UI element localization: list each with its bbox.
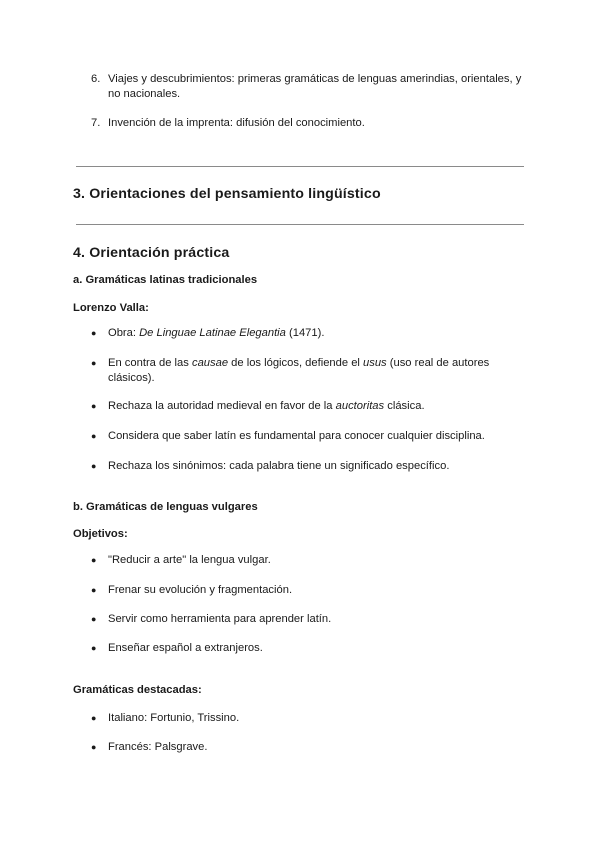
bullet-icon: ● xyxy=(91,742,97,752)
bullet-icon: ● xyxy=(91,555,97,565)
bullet-icon: ● xyxy=(91,431,97,441)
bullet-icon: ● xyxy=(91,401,97,411)
bullet-icon: ● xyxy=(91,328,97,338)
bullet-icon: ● xyxy=(91,461,97,471)
section-heading: 3. Orientaciones del pensamiento lingüístico xyxy=(73,186,381,202)
list-item-text: Viajes y descubrimientos: primeras gramáticas de lenguas amerindias, orientales, y no nacionales. xyxy=(108,73,522,100)
subsection-heading: b. Gramáticas de lenguas vulgares xyxy=(73,501,258,513)
bullet-icon: ● xyxy=(91,614,97,624)
list-number: 7. xyxy=(91,117,101,129)
subsection-heading: a. Gramáticas latinas tradicionales xyxy=(73,274,258,286)
list-item: "Reducir a arte" la lengua vulgar. xyxy=(108,554,271,566)
list-item: Francés: Palsgrave. xyxy=(108,741,208,753)
bullet-icon: ● xyxy=(91,585,97,595)
bullet-icon: ● xyxy=(91,713,97,723)
horizontal-rule xyxy=(76,166,524,167)
list-item: Rechaza la autoridad medieval en favor de la auctoritas clásica. xyxy=(108,400,425,412)
objectives-heading: Objetivos: xyxy=(73,528,128,540)
section-heading: 4. Orientación práctica xyxy=(73,245,230,261)
bullet-icon: ● xyxy=(91,358,97,368)
list-item: Considera que saber latín es fundamental para conocer cualquier disciplina. xyxy=(108,430,485,442)
list-item: Servir como herramienta para aprender latín. xyxy=(108,613,332,625)
list-item: Enseñar español a extranjeros. xyxy=(108,642,263,654)
list-item-text: Invención de la imprenta: difusión del conocimiento. xyxy=(108,117,365,129)
list-number: 6. xyxy=(91,73,101,85)
bullet-icon: ● xyxy=(91,643,97,653)
list-item: Frenar su evolución y fragmentación. xyxy=(108,584,293,596)
featured-heading: Gramáticas destacadas: xyxy=(73,684,202,696)
list-item: Obra: De Linguae Latinae Elegantia (1471). xyxy=(108,327,325,339)
list-item: En contra de las causae de los lógicos, defiende el usus (uso real de autores clásicos). xyxy=(108,357,490,384)
author-heading: Lorenzo Valla: xyxy=(73,302,149,314)
horizontal-rule xyxy=(76,224,524,225)
list-item: Italiano: Fortunio, Trissino. xyxy=(108,712,240,724)
list-item: Rechaza los sinónimos: cada palabra tiene un significado específico. xyxy=(108,460,450,472)
